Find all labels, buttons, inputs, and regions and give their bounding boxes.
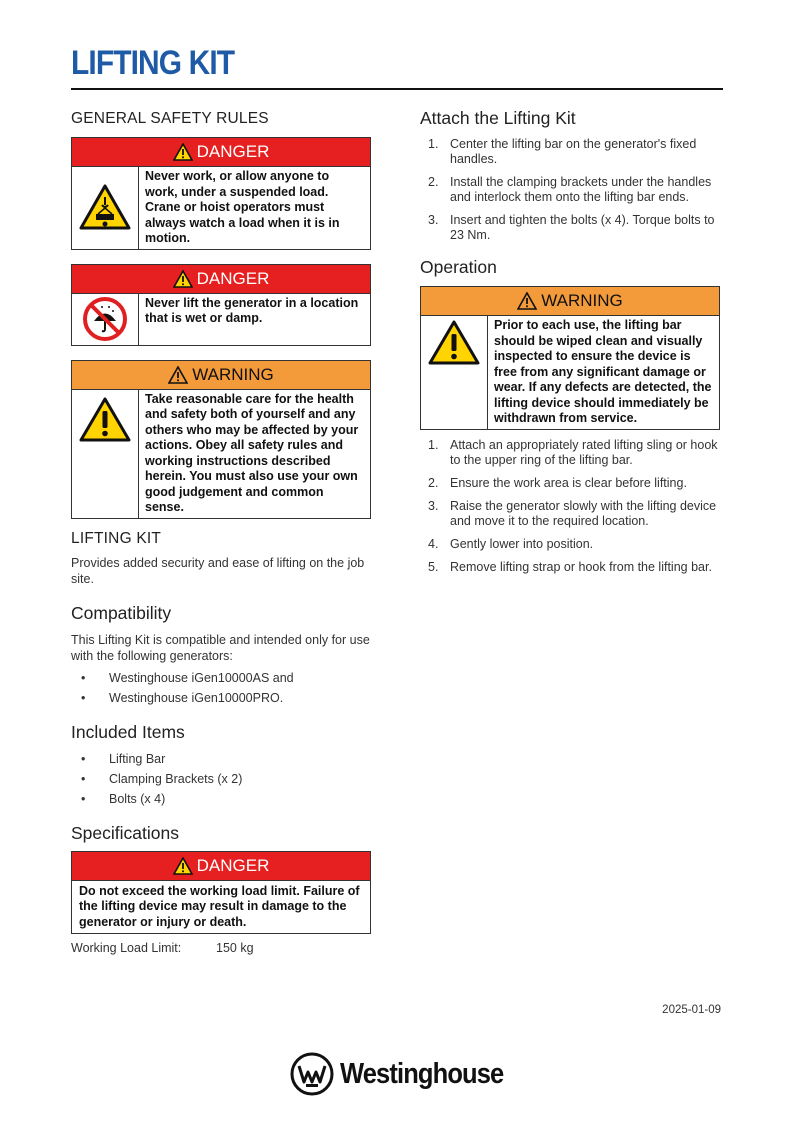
spec-label: Working Load Limit: [71,941,182,955]
danger-header [72,138,370,166]
warning-box-health-safety [71,360,371,519]
list-item: 3. Insert and tighten the bolts (x 4). Torque bolts to 23 Nm. [428,213,715,242]
warning-text: Prior to each use, the lifting bar should be wiped clean and visually inspected to ensure the device is free from any significant damage or wear. If any defects are detected, the lifting device should immediately be withdrawn from service. [494,318,712,425]
list-item: 4. Gently lower into position. [428,536,594,551]
list-item: 1. Center the lifting bar on the generator's fixed handles. [428,137,697,166]
operation-steps [420,438,722,575]
compatibility-list [71,671,373,706]
danger-header [72,265,370,293]
warning-triangle-icon [173,270,193,288]
spec-value: 150 kg [216,941,254,955]
lifting-kit-description: Provides added security and ease of lifting on the job site. [71,555,365,586]
right-column [420,108,722,583]
document-date: 2025-01-09 [662,1004,721,1016]
danger-label: DANGER [196,268,270,288]
page-title: LIFTING KIT [71,44,235,82]
danger-header [72,852,370,880]
left-column [71,108,373,955]
list-item: 5. Remove lifting strap or hook from the lifting bar. [428,559,712,574]
attach-heading: Attach the Lifting Kit [420,108,576,128]
warning-header [72,361,370,389]
list-item: 2. Install the clamping brackets under the handles and interlock them onto the lifting bar ends. [428,175,712,204]
included-items-heading: Included Items [71,721,185,742]
danger-label: DANGER [196,142,270,161]
list-item: • Lifting Bar [81,751,166,766]
danger-label: DANGER [196,855,270,875]
warning-label: WARNING [192,364,274,384]
no-wet-conditions-icon [72,294,139,345]
warning-label: WARNING [541,291,623,310]
list-item: • Clamping Brackets (x 2) [81,771,243,786]
warning-icon [421,316,488,429]
list-item: 1. Attach an appropriately rated lifting sling or hook to the upper ring of the lifting bar. [428,437,718,467]
operation-heading: Operation [420,257,497,277]
suspended-load-icon [72,167,139,249]
danger-text: Never work, or allow anyone to work, under a suspended load. Crane or hoist operators must always watch a load when it is in motion. [145,169,340,245]
danger-text: Never lift the generator in a location that is wet or damp. [145,295,359,325]
westinghouse-circle-w-icon [290,1052,334,1096]
specifications-heading: Specifications [71,822,179,843]
danger-box-load-limit [71,851,371,935]
working-load-limit [71,941,373,955]
warning-triangle-icon [173,143,193,161]
attach-steps [420,137,722,243]
warning-triangle-icon [173,857,193,875]
warning-box-inspection [420,286,720,430]
danger-box-suspended-load [71,137,371,250]
general-safety-heading: GENERAL SAFETY RULES [71,110,269,127]
compatibility-description: This Lifting Kit is compatible and intended only for use with the following generators: [71,632,370,663]
warning-icon [72,390,139,518]
warning-text: Take reasonable care for the health and safety both of yourself and any others who may be affected by your actions. Obey all safety rules and working instructions described herein. You must also use your own good judgement and common sense. [145,391,359,514]
list-item: • Westinghouse iGen10000PRO. [81,690,284,705]
westinghouse-logo [290,1052,526,1096]
list-item: • Westinghouse iGen10000AS and [81,670,294,685]
warning-triangle-icon [168,366,188,384]
brand-name: Westinghouse [340,1057,504,1090]
list-item: 2. Ensure the work area is clear before lifting. [428,475,687,490]
warning-triangle-icon [517,292,537,310]
lifting-kit-heading: LIFTING KIT [71,529,162,547]
warning-header [421,287,719,315]
danger-text: Do not exceed the working load limit. Failure of the lifting device may result in damage to the generator or injury or death. [72,880,370,934]
title-rule [71,88,723,90]
list-item: • Bolts (x 4) [81,791,166,806]
list-item: 3. Raise the generator slowly with the lifting device and move it to the required location. [428,498,717,528]
included-items-list [71,752,373,807]
compatibility-heading: Compatibility [71,602,172,623]
danger-box-wet-location [71,264,371,346]
